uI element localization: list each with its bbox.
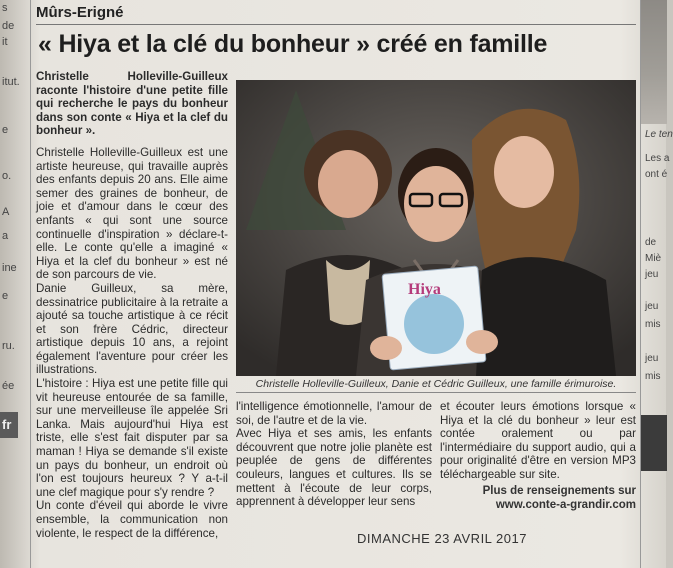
headline: « Hiya et la clé du bonheur » créé en famille [38, 30, 548, 58]
photo-caption: Christelle Holleville-Guilleux, Danie et Cédric Guilleux, une famille érimuroise. [255, 378, 617, 390]
right-fragment: Miè [645, 253, 662, 264]
body-paragraph: Un conte d'éveil qui aborde le vivre ensemble, la communication non violente, le respect de la différence, [36, 499, 228, 540]
body-paragraph: l'intelligence émotionnelle, l'amour de soi, de l'autre et de la vie. [236, 400, 432, 427]
intro-paragraph: Christelle Holleville-Guilleux raconte l'histoire d'une petite fille qui recherche le pays du bonheur dans son conte « Hiya et la clef du bonheur ». [36, 70, 228, 138]
right-adjacent-photo [641, 0, 667, 124]
left-fragment: de [2, 20, 15, 32]
location-kicker: Mûrs-Erigné [36, 4, 124, 21]
right-fragment: jeu [645, 353, 659, 364]
left-fragment: a [2, 230, 9, 242]
left-fragment: e [2, 290, 9, 302]
right-column [440, 400, 636, 482]
caption-rule [236, 392, 636, 393]
left-fragment: ine [2, 262, 17, 274]
left-fragment: s [2, 2, 8, 14]
left-fragment: A [2, 206, 10, 218]
right-fragment: Les a [645, 153, 670, 164]
left-fragment: ru. [2, 340, 15, 352]
body-paragraph: L'histoire : Hiya est une petite fille qui vit heureuse entourée de sa famille, sur une merveilleuse île appelée Sri Lanka. Mais aujourd'hui Hiya est triste, elle s'est fait disputer par sa maman ! Hiya se demande s'il existe un pays du bonheur, un endroit où l'on est toujours heureux ? Y a-t-il une clef magique pour s'y rendre ? [36, 377, 228, 499]
issue-date: DIMANCHE 23 AVRIL 2017 [357, 531, 527, 546]
right-fragment: ont é [645, 169, 668, 180]
body-paragraph: Christelle Holleville-Guilleux est une artiste heureuse, qui travaille auprès des enfants depuis 20 ans. Elle aime semer des graines de bonheur, de joie et d'amour dans le cœur des enfants « qui sont une source continuelle d'inspiration » déclare-t-elle. Le conte qu'elle a imaginé « Hiya et la clef du bonheur » est né de son parcours de vie. [36, 145, 228, 282]
right-fragment: de [645, 237, 657, 248]
body-paragraph: et écouter leurs émotions lorsque « Hiya et la clé du bonheur » leur est contée oralement ou par l'intermédiaire du support audio, qui a pour originalité d'être en version MP3 téléchargeable sur site. [440, 400, 636, 481]
left-column [36, 70, 228, 540]
body-paragraph: Avec Hiya et ses amis, les enfants découvrent que notre jolie planète est peuplée de gens de différentes couleurs, langues et cultures. Ils se mettent à l'écoute de leur corps, apprennent à développer leur sens [236, 427, 432, 509]
left-fragment: itut. [2, 76, 20, 88]
right-fragment: jeu [645, 301, 659, 312]
right-fragment: jeu [645, 269, 659, 280]
right-dark-tab [641, 415, 667, 471]
right-fragment: mis [645, 319, 661, 330]
body-paragraph: Danie Guilleux, sa mère, dessinatrice publicitaire à la retraite a ajouté sa touche artistique à ce récit et son frère Cédric, directeur artistique depuis 10 ans, a rejoint également l'aventure pour créer les illustrations. [36, 281, 228, 377]
left-section-tab: fr [0, 412, 18, 438]
article-photo [236, 80, 636, 376]
middle-column [236, 400, 432, 509]
left-fragment: ée [2, 380, 15, 392]
right-adjacent-column [640, 0, 673, 568]
left-adjacent-column [0, 0, 31, 568]
left-fragment: o. [2, 170, 12, 182]
book-title: Hiya [408, 281, 441, 298]
family-photo-illustration [236, 80, 636, 376]
right-fragment: Le ten [645, 129, 673, 140]
top-rule [36, 24, 636, 25]
right-fragment: mis [645, 371, 661, 382]
left-fragment: e [2, 124, 9, 136]
more-info-link: Plus de renseignements sur www.conte-a-grandir.com [482, 485, 636, 511]
left-fragment: it [2, 36, 8, 48]
